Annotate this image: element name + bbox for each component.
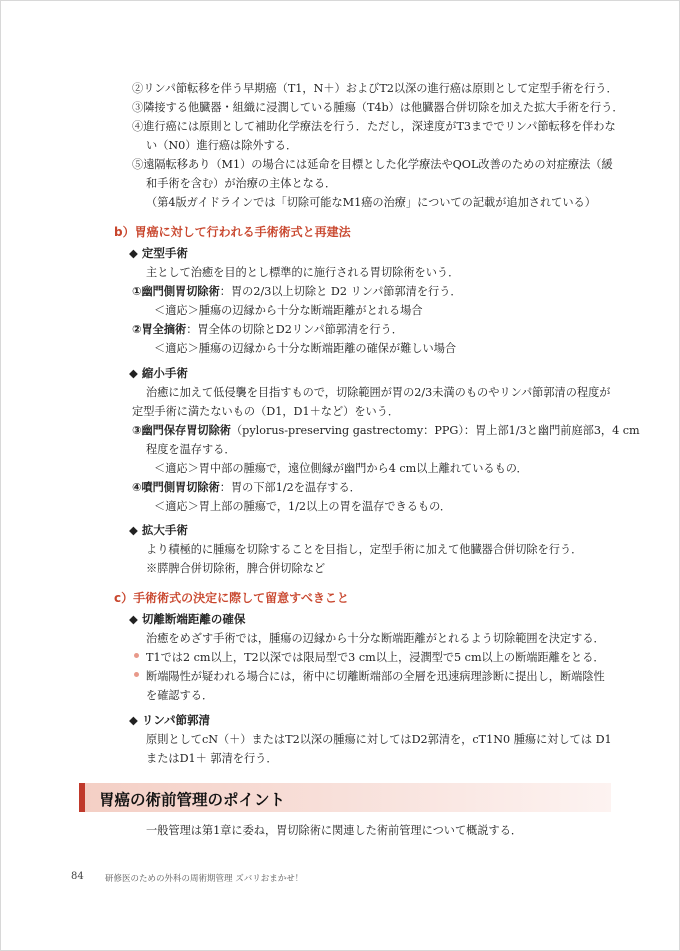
margin-bullet-1: T1では2 cm以上，T2以深では限局型で3 cm以上，浸潤型で5 cm以上の断端距離をとる．	[146, 651, 605, 664]
distal-gastrectomy-term: ①幽門側胃切除術	[132, 285, 220, 298]
banner-title: 胃癌の術前管理のポイント	[99, 791, 286, 809]
distal-gastrectomy-text: ：胃の2/3以上切除と D2 リンパ節郭清を行う．	[219, 285, 462, 298]
guideline-note: （第4版ガイドラインでは「切除可能なM1癌の治療」についての記載が追加されている）	[146, 196, 596, 209]
margin-heading: ◆ 切離断端距離の確保	[129, 612, 246, 626]
list-item-3: ③隣接する他臓器・組織に浸潤している腫瘍（T4b）は他臓器合併切除を加えた拡大手術を行う．	[132, 101, 624, 114]
list-item-4-cont: い（N0）進行癌は除外する．	[146, 139, 298, 152]
ppg-text: （pylorus-preserving gastrectomy：PPG）：胃上部1/3と幽門前庭部3，4 cm	[230, 424, 640, 437]
section-c-title: c）手術術式の決定に際して留意すべきこと	[114, 591, 349, 605]
list-item-4: ④進行癌には原則として補助化学療法を行う．ただし，深達度がT3まででリンパ節転移を伴わな	[132, 120, 616, 133]
bullet-dot-icon	[134, 672, 139, 677]
lymph-dissection-text-1: 原則としてcN（＋）またはT2以深の腫瘍に対してはD2郭清を，cT1N0 腫瘍に対しては D1	[146, 733, 612, 746]
ppg-term: ③幽門保存胃切除術	[132, 424, 231, 437]
proximal-gastrectomy	[132, 480, 361, 496]
running-head: 研修医のための外科の周術期管理 ズバリおまかせ！	[105, 874, 304, 884]
margin-bullet-2-cont: を確認する．	[146, 689, 214, 702]
ppg	[132, 423, 640, 439]
extended-surgery-note: ※膵脾合併切除術，脾合併切除など	[146, 562, 326, 575]
reduction-surgery-heading: ◆ 縮小手術	[129, 366, 188, 380]
ppg-text-cont: 程度を温存する．	[146, 443, 236, 456]
proximal-gastrectomy-term: ④噴門側胃切除術	[132, 481, 220, 494]
section-banner	[79, 783, 611, 812]
extended-surgery-heading: ◆ 拡大手術	[129, 523, 188, 537]
total-gastrectomy-term: ②胃全摘術	[132, 323, 187, 336]
total-gastrectomy-indication: ＜適応＞腫瘍の辺縁から十分な断端距離の確保が難しい場合	[154, 342, 457, 355]
standard-surgery-heading: ◆ 定型手術	[129, 246, 188, 260]
distal-gastrectomy	[132, 284, 462, 300]
list-item-5: ⑤遠隔転移あり（M1）の場合には延命を目標とした化学療法やQOL改善のための対症療法（緩	[132, 158, 613, 171]
total-gastrectomy-text: ：胃全体の切除とD2リンパ節郭清を行う．	[186, 323, 403, 336]
extended-surgery-text: より積極的に腫瘍を切除することを目指し，定型手術に加えて他臓器合併切除を行う．	[146, 543, 583, 556]
proximal-gastrectomy-indication: ＜適応＞胃上部の腫瘍で，1/2以上の胃を温存できるもの．	[154, 500, 452, 513]
list-item-5-cont: 和手術を含む）が治療の主体となる．	[146, 177, 337, 190]
proximal-gastrectomy-text: ：胃の下部1/2を温存する．	[219, 481, 361, 494]
total-gastrectomy	[132, 322, 403, 338]
section-b-title: b）胃癌に対して行われる手術術式と再建法	[114, 225, 351, 239]
lymph-dissection-heading: ◆ リンパ節郭清	[129, 713, 211, 727]
margin-intro: 治癒をめざす手術では，腫瘍の辺縁から十分な断端距離がとれるよう切除範囲を決定する．	[146, 632, 605, 645]
list-item-2: ②リンパ節転移を伴う早期癌（T1，N＋）およびT2以深の進行癌は原則として定型手術を行う．	[132, 82, 618, 95]
reduction-intro-1: 治癒に加えて低侵襲を目指すもので，切除範囲が胃の2/3未満のものやリンパ節郭清の程度が	[146, 386, 611, 399]
margin-bullet-2: 断端陽性が疑われる場合には，術中に切離断端部の全層を迅速病理診断に提出し，断端陰性	[146, 670, 605, 683]
reduction-intro-2: 定型手術に満たないもの（D1，D1＋など）をいう．	[132, 405, 400, 418]
distal-gastrectomy-indication: ＜適応＞腫瘍の辺縁から十分な断端距離がとれる場合	[154, 304, 423, 317]
page-number: 84	[71, 871, 84, 882]
lymph-dissection-text-2: またはD1＋ 郭清を行う．	[146, 752, 278, 765]
bullet-dot-icon	[134, 653, 139, 658]
standard-surgery-intro: 主として治癒を目的とし標準的に施行される胃切除術をいう．	[146, 266, 460, 279]
banner-intro: 一般管理は第1章に委ね，胃切除術に関連した術前管理について概説する．	[146, 824, 523, 837]
ppg-indication: ＜適応＞胃中部の腫瘍で，遠位側縁が幽門から4 cm以上離れているもの．	[154, 462, 528, 475]
